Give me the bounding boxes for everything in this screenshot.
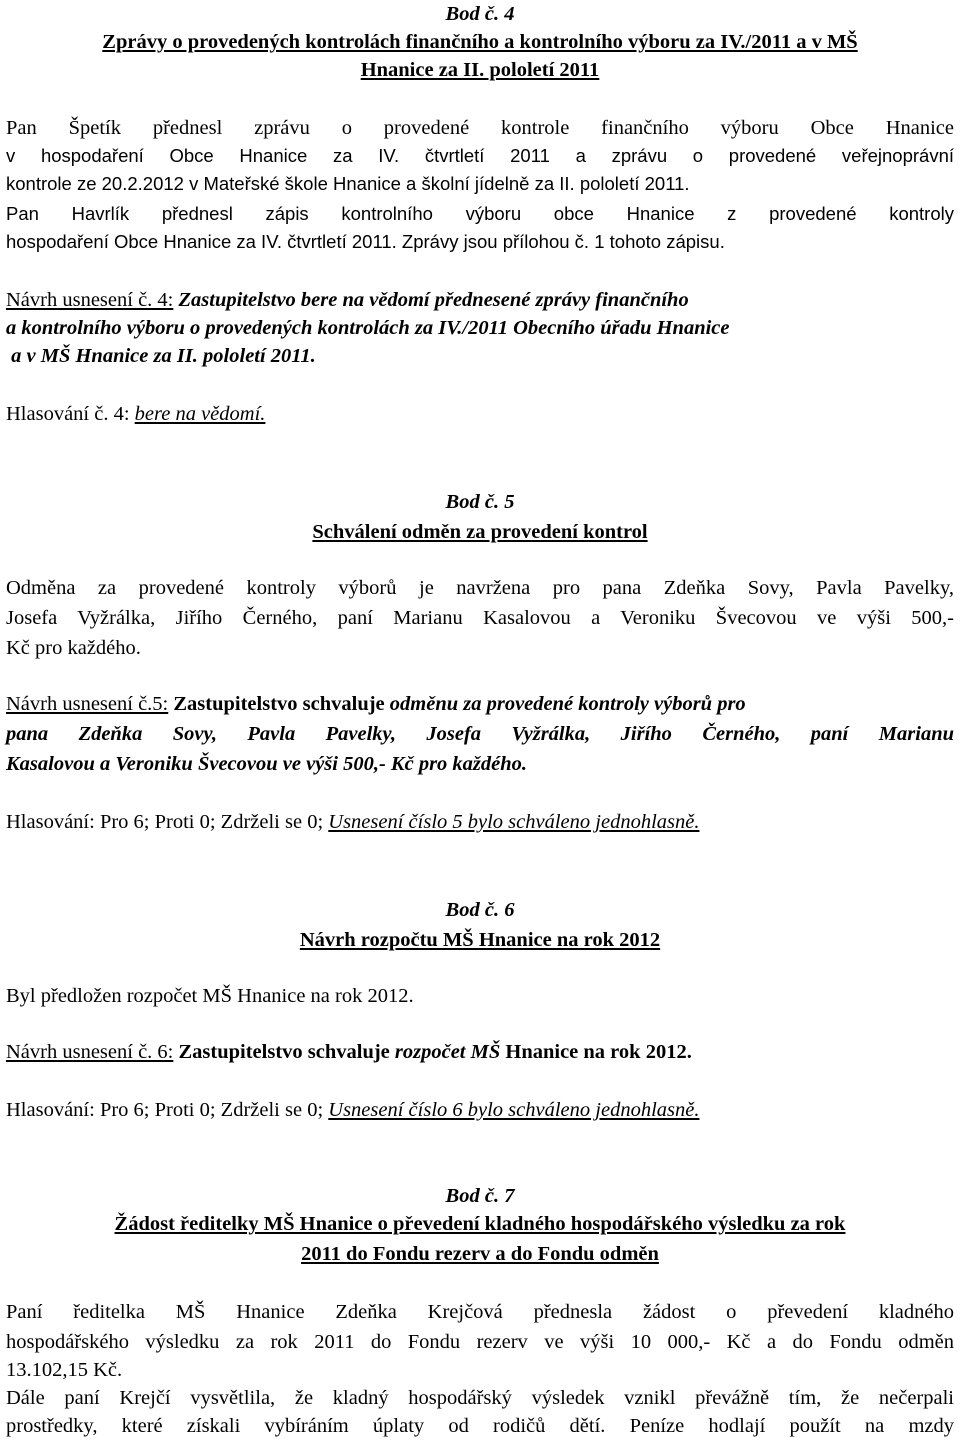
bod5-vote-result: Usnesení číslo 5 bylo schváleno jednohlasně. [328, 811, 700, 833]
bod5-proposal-line1 [6, 690, 954, 718]
bod4-title-line2: Hnanice za II. pololetí 2011 [360, 59, 600, 81]
bod6-vote [6, 1096, 954, 1124]
bod6-vote-result: Usnesení číslo 6 bylo schváleno jednohlasně. [328, 1099, 700, 1121]
bod4-proposal-text3: a v MŠ Hnanice za II. pololetí 2011. [11, 345, 316, 367]
bod4-proposal-line3 [6, 342, 954, 370]
bod7-explain-line2: prostředky, které získali vybíráním úplaty od rodičů dětí. Peníze hodlají použít na mzdy [6, 1415, 954, 1437]
bod6-text-line1: Byl předložen rozpočet MŠ Hnanice na rok 2012. [6, 985, 414, 1007]
bod6-vote-label: Hlasování: Pro 6; Proti 0; Zdrželi se 0; [6, 1099, 324, 1121]
bod5-text-line2: Josefa Vyžrálka, Jiřího Černého, paní Marianu Kasalovou a Veroniku Švecovou ve výši 500,- [6, 607, 954, 629]
bod7-explain-line1: Dále paní Krejčí vysvětlila, že kladný hospodářský výsledek vznikl převážně tím, že nečerpali [6, 1387, 954, 1409]
bod6-proposal-bold2: Hnanice na rok 2012. [505, 1041, 692, 1063]
bod6-proposal-italic: rozpočet MŠ [394, 1041, 501, 1063]
bod4-vote [6, 400, 954, 428]
bod4-report-line2: v hospodaření Obce Hnanice za IV. čtvrtletí 2011 a zprávu o provedené veřejnoprávní [6, 145, 954, 166]
bod5-vote-label: Hlasování: Pro 6; Proti 0; Zdrželi se 0; [6, 811, 324, 833]
bod7-title-line2: 2011 do Fondu rezerv a do Fondu odměn [301, 1243, 659, 1265]
bod4-control-line1: Pan Havrlík přednesl zápis kontrolního výboru obce Hnanice z provedené kontroly [6, 203, 954, 224]
bod4-proposal-line1 [6, 286, 954, 314]
bod6-title: Návrh rozpočtu MŠ Hnanice na rok 2012 [299, 929, 661, 951]
bod6-number: Bod č. 6 [445, 899, 515, 921]
bod4-vote-label: Hlasování č. 4: [6, 403, 130, 425]
bod7-text-line1: Paní ředitelka MŠ Hnanice Zdeňka Krejčová přednesla žádost o převedení kladného [6, 1301, 954, 1323]
bod4-report-line1: Pan Špetík přednesl zprávu o provedené kontrole finančního výboru Obce Hnanice [6, 117, 954, 139]
bod5-text-line3: Kč pro každého. [6, 637, 141, 659]
bod4-proposal-label: Návrh usnesení č. 4: [6, 289, 174, 311]
bod4-number: Bod č. 4 [445, 3, 515, 25]
bod7-text-line3: 13.102,15 Kč. [6, 1359, 123, 1381]
bod4-control-line2: hospodaření Obce Hnanice za IV. čtvrtletí 2011. Zprávy jsou přílohou č. 1 tohoto zápisu. [6, 231, 725, 252]
bod6-proposal [6, 1038, 954, 1066]
bod5-proposal-bold: Zastupitelstvo schvaluje [173, 693, 385, 715]
bod6-proposal-bold1: Zastupitelstvo schvaluje [178, 1041, 390, 1063]
bod5-proposal-line2: pana Zdeňka Sovy, Pavla Pavelky, Josefa Vyžrálka, Jiřího Černého, paní Marianu [6, 723, 954, 745]
bod5-title: Schválení odměn za provedení kontrol [312, 521, 648, 543]
bod7-number: Bod č. 7 [445, 1185, 515, 1207]
bod5-text-line1: Odměna za provedené kontroly výborů je navržena pro pana Zdeňka Sovy, Pavla Pavelky, [6, 577, 954, 599]
bod7-text-line2: hospodářského výsledku za rok 2011 do Fondu rezerv ve výši 10 000,- Kč a do Fondu odměn [6, 1331, 954, 1353]
bod4-report-line3: kontrole ze 20.2.2012 v Mateřské škole Hnanice a školní jídelně za II. pololetí 2011. [6, 173, 690, 194]
bod5-proposal-italic: odměnu za provedené kontroly výborů pro [389, 693, 746, 715]
bod5-proposal-line3: Kasalovou a Veroniku Švecovou ve výši 500,- Kč pro každého. [6, 753, 528, 775]
bod4-title-line1: Zprávy o provedených kontrolách finančního a kontrolního výboru za IV./2011 a v MŠ [102, 31, 858, 53]
bod4-vote-result: bere na vědomí. [134, 403, 266, 425]
bod5-number: Bod č. 5 [445, 491, 515, 513]
bod5-vote [6, 808, 954, 836]
bod4-proposal-text1: Zastupitelstvo bere na vědomí přednesené zprávy finančního [178, 289, 689, 311]
bod6-proposal-label: Návrh usnesení č. 6: [6, 1041, 174, 1063]
bod5-proposal-label: Návrh usnesení č.5: [6, 693, 169, 715]
bod4-proposal-line2: a kontrolního výboru o provedených kontrolách za IV./2011 Obecního úřadu Hnanice [6, 317, 730, 339]
bod7-title-line1: Žádost ředitelky MŠ Hnanice o převedení kladného hospodářského výsledku za rok [114, 1213, 846, 1235]
